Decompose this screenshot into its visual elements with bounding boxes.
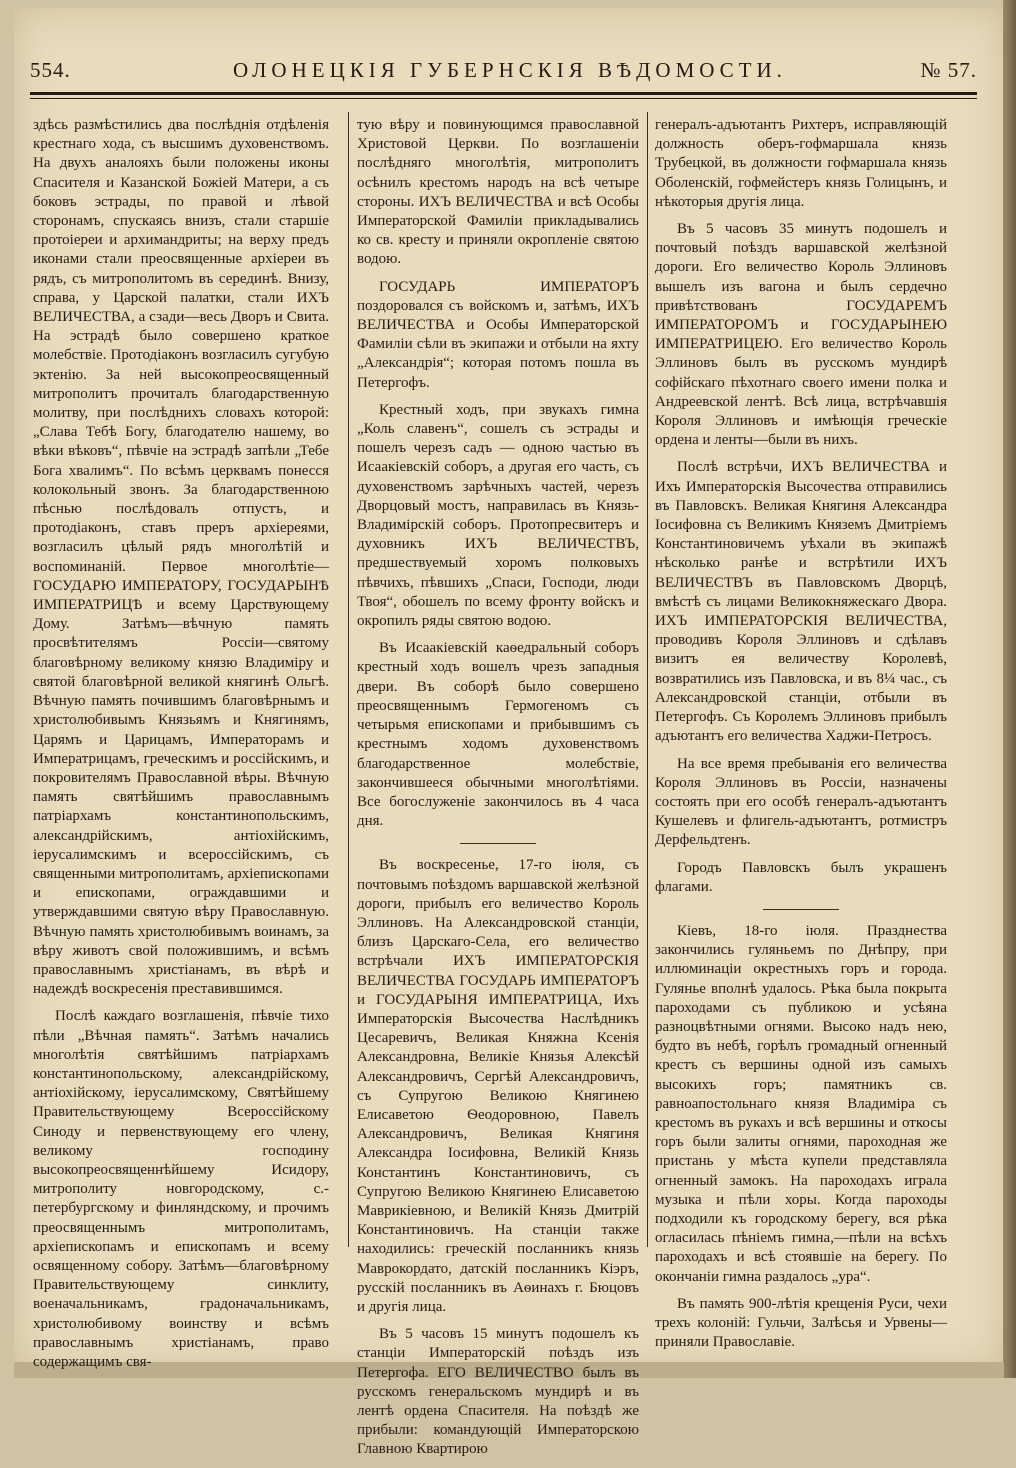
paragraph: генералъ-адъютантъ Рихтеръ, исправляющій должность оберъ-гофмаршала князь Трубецкой, въ должности гофмаршала князь Оболенскій, гофмейстеръ князь Голицынъ, и нѣкоторыя другія лица. [655, 117, 947, 210]
section-separator [763, 909, 839, 910]
masthead-row [30, 56, 977, 90]
paragraph: Въ 5 часовъ 35 минутъ подошелъ и почтовый поѣздъ варшавской желѣзной дороги. Его величество Король Эллиновъ вышелъ изъ вагона и былъ сердечно привѣтствованъ ГОСУДАРЕМЪ ИМПЕРАТОРОМЪ и ГОСУДАРЫНЕЮ ИМПЕРАТРИЦЕЮ. Его величество Король Эллиновъ былъ въ русскомъ мундирѣ софійскаго пѣхотнаго своего имени полка и Андреевской лентѣ. Всѣ лица, встрѣчавшія Короля Эллиновъ и имѣющія греческіе ордена и ленты—были въ нихъ. [655, 221, 947, 449]
text-column-1 [33, 116, 329, 1380]
header-rule-thin [30, 98, 977, 99]
section-separator [460, 843, 536, 844]
paragraph: Городъ Павловскъ былъ украшенъ флагами. [655, 859, 947, 895]
column-divider [647, 112, 648, 1247]
page-number: 554. [30, 58, 71, 82]
issue-number: № 57. [920, 58, 977, 82]
paragraph: Въ Исаакіевскій каѳедральный соборъ крестный ходъ вошелъ чрезъ западныя двери. Въ соборѣ было совершено преосвященнымъ Гермогеномъ съ четырьмя епископами и прибывшимъ съ крестнымъ ходомъ духовенствомъ благодарственное молебствіе, закончившееся обычными многолѣтіями. Все богослуженіе закончилось въ 4 часа дня. [357, 640, 639, 830]
header-rule-thick [30, 92, 977, 95]
paragraph: Послѣ каждаго возглашенія, пѣвчіе тихо пѣли „Вѣчная память“. Затѣмъ начались многолѣтія святѣйшимъ патріархамъ константинопольскому, александрійскому, антіохійскому, іерусалимскому, Святѣйшему Правительствующему Всероссійскому Синоду и первенствующему его члену, великому господину высокопреосвященнѣйшему Исидору, митрополиту новгородскому, с.-петербургскому и финляндскому, и прочимъ преосвященнымъ митрополитамъ, архіепископамъ и епископамъ и всему освященному собору. Затѣмъ—благовѣрному Правительствующему синклиту, военачальникамъ, градоначальникамъ, христолюбивому воинству и всѣмъ православнымъ христіанамъ, право содержащимъ свя- [33, 1008, 329, 1370]
column-divider [348, 112, 349, 1247]
paragraph: тую вѣру и повинующимся православной Христовой Церкви. По возглашеніи послѣдняго многолѣтія, митрополитъ осѣнилъ крестомъ народъ на всѣ четыре стороны. ИХЪ ВЕЛИЧЕСТВА и всѣ Особы Императорской Фамиліи прикладывались ко св. кресту и приняли окропленіе святою водою. [357, 117, 639, 268]
text-column-3 [655, 116, 947, 1360]
paragraph: На все время пребыванія его величества Короля Эллиновъ въ Россіи, назначены состоять при его особѣ генералъ-адъютантъ Кушелевъ и флигель-адъютантъ, ротмистръ Дерфельдтенъ. [655, 755, 947, 849]
paragraph: Крестный ходъ, при звукахъ гимна „Коль славенъ“, сошелъ съ эстрады и пошелъ черезъ садъ — одною частью въ Исаакіевскій соборъ, а другая его часть, съ духовенствомъ зарѣчныхъ частей, черезъ Дворцовый мостъ, направилась въ Князь-Владимірскій соборъ. Протопресвитеръ и духовникъ ИХЪ ВЕЛИЧЕСТВЪ, предшествуемый хоромъ полковыхъ пѣвчихъ, пѣвшихъ „Спаси, Господи, люди Твоя“, обошелъ по всему фронту войскъ и окропилъ ряды святою водою. [357, 401, 639, 630]
paragraph: Въ 5 часовъ 15 минутъ подошелъ къ станціи Императорскій поѣздъ изъ Петергофа. ЕГО ВЕЛИЧЕСТВО былъ въ русскомъ генеральскомъ мундирѣ и въ лентѣ ордена Спасителя. На поѣздѣ же прибыли: командующій Императорскою Главною Квартирою [357, 1326, 639, 1458]
paragraph: Послѣ встрѣчи, ИХЪ ВЕЛИЧЕСТВА и Ихъ Императорскія Высочества отправились въ Павловскъ. Великая Княгиня Александра Іосифовна съ Великимъ Княземъ Дмитріемъ Константиновичемъ уѣхали въ экипажѣ нѣсколько ранѣе и встрѣтили ИХЪ ВЕЛИЧЕСТВЪ въ Павловскомъ Дворцѣ, вмѣстѣ съ лицами Великокняжескаго Двора. ИХЪ ИМПЕРАТОРСКІЯ ВЕЛИЧЕСТВА, проводивъ Короля Эллиновъ и сдѣлавъ визитъ ея величеству Королевѣ, возвратились изъ Павловска, и въ 8¼ час., съ Александровской станціи, отбыли въ Петергофъ. Съ Королемъ Эллиновъ прибылъ адъютантъ его величества Хаджи-Петросъ. [655, 459, 947, 745]
paragraph: ГОСУДАРЬ ИМПЕРАТОРЪ поздоровался съ войскомъ и, затѣмъ, ИХЪ ВЕЛИЧЕСТВА и Особы Императорской Фамиліи сѣли въ экипажи и отбыли на яхту „Александрія“; которая потомъ пошла въ Петергофъ. [357, 278, 639, 391]
page-edge [1003, 0, 1016, 1378]
paragraph: Въ воскресенье, 17-го іюля, съ почтовымъ поѣздомъ варшавской желѣзной дороги, прибылъ его величество Король Эллиновъ. На Александровской станціи, близъ Царскаго-Села, его величество встрѣчали ИХЪ ИМПЕРАТОРСКІЯ ВЕЛИЧЕСТВА ГОСУДАРЬ ИМПЕРАТОРЪ и ГОСУДАРЫНЯ ИМПЕРАТРИЦА, Ихъ Императорскія Высочества Наслѣдникъ Цесаревичъ, Великая Княжна Ксенія Александровна, Великіе Князья Алексѣй Александровичъ, Сергѣй Александровичъ, съ Супругою Великою Княгинею Елисаветою Ѳеодоровною, Павелъ Александровичъ, Великая Княгиня Александра Іосифовна, Великій Князь Константинъ Константиновичъ, съ Супругою Великою Княгинею Елисаветою Маврикіевною, и Великій Князь Дмитрій Константиновичъ. На станціи также находились: греческій посланникъ князь Маврокордато, датскій посланникъ Кіэръ, русскій посланникъ въ Аѳинахъ г. Бюцовъ и другія лица. [357, 857, 639, 1315]
newspaper-title: ОЛОНЕЦКІЯ ГУБЕРНСКІЯ ВѢДОМОСТИ. [233, 58, 787, 82]
text-column-2 [357, 116, 639, 1468]
paragraph: Кіевъ, 18-го іюля. Празднества закончились гуляньемъ по Днѣпру, при иллюминаціи окрестныхъ горъ и города. Гулянье вполнѣ удалось. Рѣка была покрыта пароходами съ публикою и усѣяна разноцвѣтными огнями. Высоко надъ нею, будто въ небѣ, горѣлъ громадный огненный крестъ съ вершины одной изъ самыхъ высокихъ горъ; памятникъ св. равноапостольнаго князя Владиміра съ крестомъ въ рукахъ и всѣ вершины и откосы горъ были залиты огнями, пароходная же пристань у мѣста купели представляла огненный замокъ. На пароходахъ играла музыка и пѣли хоры. Когда пароходы подходили къ городскому берегу, вся рѣка огласилась пѣніемъ гимна,—пѣли на всѣхъ пароходахъ и всѣ стоявшіе на берегу. По окончаніи гимна раздалось „ура“. [655, 922, 947, 1285]
paragraph: Въ память 900-лѣтія крещенія Руси, чехи трехъ колоній: Гульчи, Залѣсья и Урвены—приняли Православіе. [655, 1295, 947, 1351]
paragraph: здѣсь размѣстились два послѣднія отдѣленія крестнаго хода, съ высшимъ духовенствомъ. На двухъ аналояхъ были положены иконы Спасителя и Казанской Божіей Матери, а съ боковъ эстрады, по правой и лѣвой сторонамъ, спускаясь внизъ, стали старшіе протоіереи и архимандриты; на верху предъ иконами стали преосвященные архіереи въ рядъ, съ митрополитомъ въ серединѣ. Внизу, справа, у Царской палатки, стали ИХЪ ВЕЛИЧЕСТВА, а сзади—весь Дворъ и Свита. На эстрадѣ было совершено краткое молебствіе. Протодіаконъ возгласилъ сугубую эктенію. За ней высокопреосвященный митрополитъ прочиталъ благодарственную молитву, при послѣднихъ словахъ которой: „Слава Тебѣ Богу, благодателю нашему, во вѣки вѣковъ“, пѣвчіе на эстрадѣ запѣли „Тебе Бога хвалимъ“. По всѣмъ церквамъ понесся колокольный звонъ. За благодарственною пѣснью послѣдовалъ отпустъ, и протодіаконъ, ставъ преръ архіереями, возгласилъ цѣлый рядъ многолѣтій и воспоминаній. Первое многолѣтіе—ГОСУДАРЮ ИМПЕРАТОРУ, ГОСУДАРЫНѢ ИМПЕРАТРИЦѢ и всему Царствующему Дому. Затѣмъ—вѣчную память просвѣтителямъ Россіи—святому благовѣрному великому князю Владиміру и святой благовѣрной великой княгинѣ Ольгѣ. Вѣчную память почившимъ благовѣрнымъ и христолюбивымъ Князьямъ и Княгинямъ, Царямъ и Царицамъ, Императорамъ и Императрицамъ, греческимъ и россійскимъ, и покровителямъ Православной вѣры. Вѣчную память святѣйшимъ православнымъ патріархамъ константинопольскимъ, александрійскимъ, антіохійскимъ, іерусалимскимъ и всероссійскимъ, съ священными митрополитамъ, архіепископами и епископами, ограждавшими и утверждавшими святую вѣру Православную. Вѣчную память христолюбивымъ воинамъ, за вѣру животъ свой положившимъ, и всѣмъ православнымъ христіанамъ, въ вѣрѣ и надеждѣ воскресенія преставившимся. [33, 117, 329, 998]
